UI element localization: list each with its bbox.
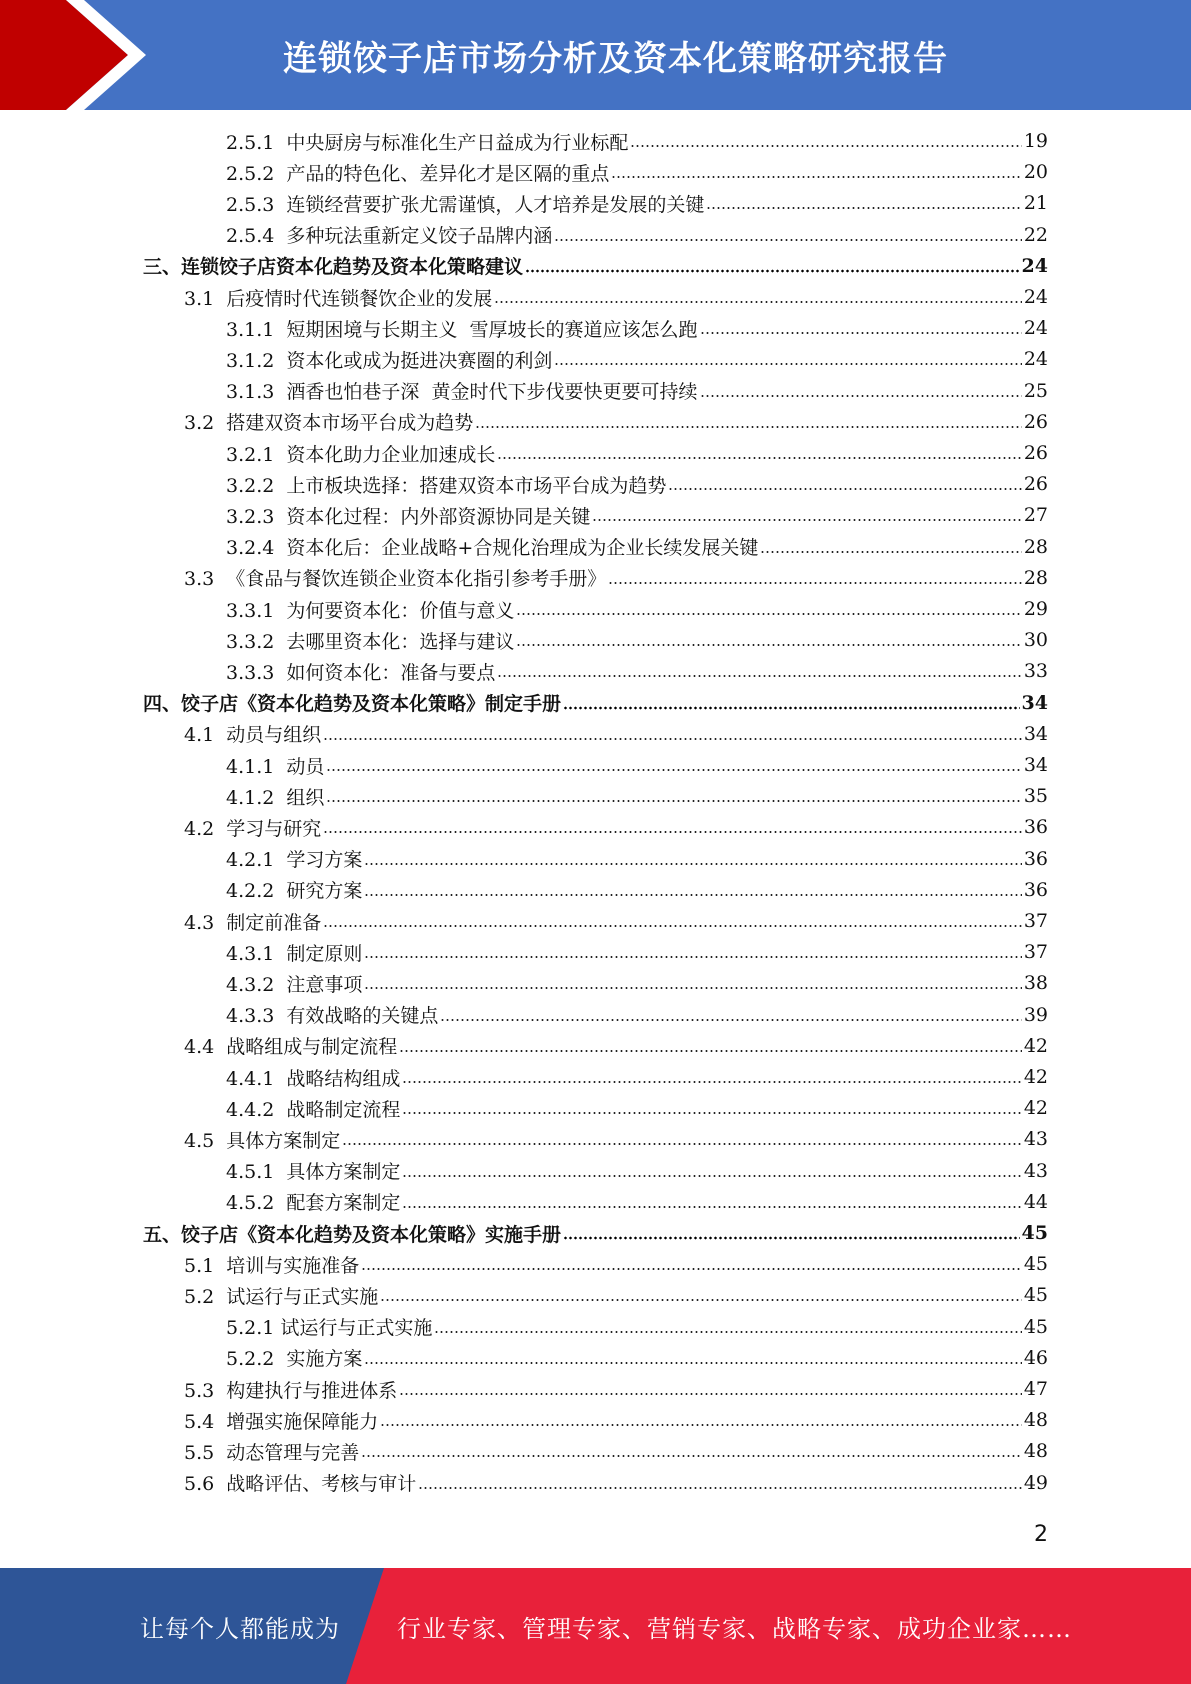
toc-entry-title: 2.5.1 中央厨房与标准化生产日益成为行业标配	[226, 131, 629, 154]
toc-dot-leader	[364, 955, 1021, 959]
toc-entry[interactable]	[143, 1219, 1048, 1247]
toc-entry[interactable]	[184, 1375, 1048, 1403]
toc-entry-title: 4.3.1 制定原则	[226, 942, 363, 965]
toc-entry[interactable]	[143, 252, 1048, 280]
toc-entry[interactable]	[184, 283, 1048, 311]
toc-dot-leader	[440, 1018, 1021, 1022]
toc-entry-title: 5.4 增强实施保障能力	[184, 1410, 379, 1433]
toc-entry-page: 42	[1023, 1066, 1048, 1088]
toc-dot-leader	[611, 175, 1021, 179]
toc-dot-leader	[706, 206, 1021, 210]
toc-entry-page: 36	[1023, 878, 1048, 901]
toc-entry-title: 3.1.2 资本化或成为挺进决赛圈的利剑	[226, 349, 553, 372]
toc-entry-page: 29	[1023, 598, 1048, 620]
toc-entry[interactable]	[184, 408, 1048, 436]
toc-entry-title: 5.1 培训与实施准备	[184, 1254, 360, 1277]
toc-entry-page: 28	[1023, 535, 1048, 558]
toc-entry[interactable]	[184, 1437, 1048, 1465]
toc-entry[interactable]	[143, 689, 1048, 717]
toc-entry-page: 30	[1023, 629, 1048, 652]
toc-entry[interactable]	[184, 1469, 1048, 1497]
toc-entry-title: 4.4 战略组成与制定流程	[184, 1036, 398, 1059]
toc-entry[interactable]	[226, 470, 1048, 498]
toc-entry[interactable]	[226, 158, 1048, 186]
toc-dot-leader	[516, 612, 1021, 616]
toc-entry-title: 2.5.4 多种玩法重新定义饺子品牌内涵	[226, 225, 553, 248]
toc-entry-title: 4.4.2 战略制定流程	[226, 1098, 401, 1121]
toc-dot-leader	[402, 1174, 1021, 1178]
toc-entry-page: 33	[1023, 660, 1048, 683]
toc-dot-leader	[700, 394, 1022, 398]
toc-entry-page: 34	[1023, 754, 1048, 776]
footer-slogan-left: 让每个人都能成为	[140, 1614, 340, 1643]
toc-entry-page: 26	[1023, 442, 1048, 464]
toc-entry-title: 4.1.2 组织	[226, 786, 325, 809]
toc-entry-title: 3.2.1 资本化助力企业加速成长	[226, 443, 496, 466]
toc-entry-title: 3.2.3 资本化过程：内外部资源协同是关键	[226, 505, 591, 528]
toc-dot-leader	[342, 1142, 1022, 1146]
toc-dot-leader	[525, 269, 1020, 273]
toc-entry[interactable]	[184, 1281, 1048, 1309]
toc-entry[interactable]	[184, 907, 1048, 935]
toc-entry[interactable]	[184, 564, 1048, 592]
toc-entry-page: 34	[1021, 691, 1048, 714]
toc-entry[interactable]	[226, 657, 1048, 685]
toc-dot-leader	[554, 362, 1021, 366]
toc-entry-page: 19	[1023, 130, 1048, 152]
toc-dot-leader	[554, 238, 1021, 242]
toc-dot-leader	[326, 768, 1021, 772]
toc-entry-title: 3.2.4 资本化后：企业战略+合规化治理成为企业长续发展关键	[226, 537, 759, 560]
toc-entry-page: 36	[1023, 816, 1048, 839]
toc-dot-leader	[364, 986, 1021, 990]
toc-dot-leader	[380, 1423, 1022, 1427]
toc-entry-title: 4.5.2 配套方案制定	[226, 1192, 401, 1215]
toc-entry-title: 3.2.2 上市板块选择：搭建双资本市场平台成为趋势	[226, 474, 667, 497]
toc-entry-page: 42	[1023, 1097, 1048, 1120]
toc-entry-page: 21	[1023, 192, 1048, 215]
toc-dot-leader	[399, 1049, 1022, 1053]
toc-dot-leader	[402, 1205, 1021, 1209]
toc-entry[interactable]	[184, 1406, 1048, 1434]
toc-dot-leader	[323, 924, 1022, 928]
toc-entry[interactable]	[226, 1001, 1048, 1029]
toc-entry-page: 45	[1021, 1222, 1048, 1244]
toc-entry[interactable]	[226, 626, 1048, 654]
toc-dot-leader	[497, 674, 1021, 678]
toc-entry[interactable]	[226, 845, 1048, 873]
footer-slogan-right: 行业专家、管理专家、营销专家、战略专家、成功企业家……	[397, 1614, 1072, 1643]
page-header	[0, 0, 1191, 110]
toc-entry[interactable]	[226, 595, 1048, 623]
toc-entry[interactable]	[184, 720, 1048, 748]
toc-dot-leader	[402, 1111, 1021, 1115]
toc-entry[interactable]	[226, 969, 1048, 997]
toc-dot-leader	[399, 1392, 1022, 1396]
toc-entry-title: 4.3.3 有效战略的关键点	[226, 1005, 439, 1028]
toc-entry-page: 39	[1023, 1003, 1048, 1026]
toc-entry-title: 2.5.3 连锁经营要扩张尤需谨慎，人才培养是发展的关键	[226, 193, 705, 216]
toc-dot-leader	[563, 706, 1020, 710]
toc-entry[interactable]	[226, 314, 1048, 342]
toc-dot-leader	[361, 1454, 1022, 1458]
toc-entry[interactable]	[226, 127, 1048, 155]
toc-entry-title: 3.3.2 去哪里资本化：选择与建议	[226, 630, 515, 653]
toc-dot-leader	[760, 550, 1021, 554]
toc-entry[interactable]	[184, 1032, 1048, 1060]
toc-entry[interactable]	[226, 1313, 1048, 1341]
toc-dot-leader	[364, 893, 1021, 897]
toc-entry[interactable]	[226, 439, 1048, 467]
toc-dot-leader	[323, 830, 1022, 834]
toc-dot-leader	[326, 799, 1021, 803]
toc-entry-page: 24	[1023, 286, 1048, 308]
toc-entry-title: 4.5 具体方案制定	[184, 1129, 341, 1152]
toc-entry-title: 4.3.2 注意事项	[226, 973, 363, 996]
toc-entry-page: 24	[1023, 317, 1048, 340]
toc-entry[interactable]	[226, 345, 1048, 373]
toc-entry-page: 22	[1023, 223, 1048, 246]
toc-entry-title: 3.1 后疫情时代连锁餐饮企业的发展	[184, 287, 493, 310]
toc-entry-page: 48	[1023, 1440, 1048, 1463]
toc-entry-page: 20	[1023, 161, 1048, 184]
toc-entry[interactable]	[226, 501, 1048, 529]
toc-entry[interactable]	[184, 1250, 1048, 1278]
report-title: 连锁饺子店市场分析及资本化策略研究报告	[283, 38, 948, 79]
toc-entry[interactable]	[226, 189, 1048, 217]
toc-entry-title: 3.1.3 酒香也怕巷子深 黄金时代下步伐要快更要可持续	[226, 381, 698, 404]
toc-dot-leader	[361, 1267, 1022, 1271]
toc-entry-title: 4.5.1 具体方案制定	[226, 1161, 401, 1184]
toc-entry-page: 24	[1021, 254, 1048, 277]
toc-dot-leader	[323, 737, 1022, 741]
toc-entry-title: 4.1 动员与组织	[184, 724, 322, 747]
toc-entry[interactable]	[226, 1063, 1048, 1091]
toc-entry-title: 3.2 搭建双资本市场平台成为趋势	[184, 412, 474, 435]
toc-dot-leader	[380, 1298, 1022, 1302]
toc-entry[interactable]	[226, 938, 1048, 966]
toc-entry[interactable]	[184, 1125, 1048, 1153]
toc-entry-title: 4.3 制定前准备	[184, 911, 322, 934]
toc-dot-leader	[418, 1486, 1022, 1490]
toc-dot-leader	[700, 331, 1022, 335]
toc-entry-title: 4.4.1 战略结构组成	[226, 1067, 401, 1090]
toc-entry-page: 38	[1023, 972, 1048, 995]
toc-entry-page: 26	[1023, 410, 1048, 433]
toc-dot-leader	[475, 425, 1022, 429]
toc-entry-page: 49	[1023, 1471, 1048, 1494]
header-chevron-accent	[0, 0, 170, 110]
toc-entry[interactable]	[226, 533, 1048, 561]
toc-dot-leader	[608, 581, 1022, 585]
toc-entry-title: 5.5 动态管理与完善	[184, 1441, 360, 1464]
toc-entry-title: 五、饺子店《资本化趋势及资本化策略》实施手册	[143, 1223, 562, 1246]
toc-entry-title: 三、连锁饺子店资本化趋势及资本化策略建议	[143, 256, 524, 279]
toc-entry-page: 24	[1023, 348, 1048, 371]
toc-entry-page: 37	[1023, 910, 1048, 932]
toc-entry-page: 26	[1023, 473, 1048, 496]
toc-entry-title: 5.6 战略评估、考核与审计	[184, 1473, 417, 1496]
toc-entry[interactable]	[226, 1188, 1048, 1216]
toc-entry[interactable]	[226, 1344, 1048, 1372]
toc-entry-page: 28	[1023, 566, 1048, 589]
toc-entry-title: 四、饺子店《资本化趋势及资本化策略》制定手册	[143, 693, 562, 716]
toc-entry[interactable]	[226, 751, 1048, 779]
toc-entry-page: 46	[1023, 1346, 1048, 1369]
page-footer	[0, 1568, 1191, 1684]
toc-entry-page: 48	[1023, 1409, 1048, 1432]
toc-entry-title: 3.3.1 为何要资本化：价值与意义	[226, 599, 515, 622]
toc-entry-page: 25	[1023, 379, 1048, 402]
toc-dot-leader	[516, 643, 1021, 647]
toc-entry-page: 45	[1023, 1253, 1048, 1276]
toc-dot-leader	[592, 518, 1021, 522]
toc-entry-page: 34	[1023, 722, 1048, 745]
toc-entry[interactable]	[226, 876, 1048, 904]
toc-dot-leader	[494, 300, 1022, 304]
toc-entry[interactable]	[226, 221, 1048, 249]
toc-dot-leader	[364, 1361, 1021, 1365]
toc-entry-title: 4.2 学习与研究	[184, 817, 322, 840]
toc-entry-title: 4.2.2 研究方案	[226, 880, 363, 903]
toc-entry-page: 45	[1023, 1315, 1048, 1338]
toc-entry-title: 3.3.3 如何资本化：准备与要点	[226, 661, 496, 684]
toc-dot-leader	[402, 1080, 1021, 1084]
toc-entry-page: 42	[1023, 1034, 1048, 1057]
toc-dot-leader	[668, 487, 1021, 491]
toc-entry-title: 4.1.1 动员	[226, 755, 325, 778]
toc-entry-title: 2.5.2 产品的特色化、差异化才是区隔的重点	[226, 162, 610, 185]
toc-entry[interactable]	[184, 813, 1048, 841]
page-number: 2	[1034, 1522, 1048, 1547]
toc-dot-leader	[563, 1236, 1020, 1240]
toc-entry-title: 3.3 《食品与餐饮连锁企业资本化指引参考手册》	[184, 568, 607, 591]
toc-dot-leader	[434, 1330, 1021, 1334]
toc-entry-page: 27	[1023, 504, 1048, 527]
toc-entry-title: 3.1.1 短期困境与长期主义 雪厚坡长的赛道应该怎么跑	[226, 318, 698, 341]
toc-entry-title: 5.2.1 试运行与正式实施	[226, 1317, 433, 1340]
toc-entry[interactable]	[226, 782, 1048, 810]
toc-entry-title: 4.2.1 学习方案	[226, 849, 363, 872]
toc-entry-page: 37	[1023, 941, 1048, 964]
toc-entry[interactable]	[226, 1157, 1048, 1185]
toc-dot-leader	[497, 456, 1021, 460]
toc-entry-page: 36	[1023, 847, 1048, 870]
toc-entry-title: 5.3 构建执行与推进体系	[184, 1379, 398, 1402]
toc-entry-page: 44	[1023, 1190, 1048, 1213]
toc-entry-page: 35	[1023, 785, 1048, 808]
toc-dot-leader	[364, 862, 1021, 866]
toc-entry-page: 45	[1023, 1284, 1048, 1307]
toc-entry-title: 5.2 试运行与正式实施	[184, 1285, 379, 1308]
toc-dot-leader	[630, 144, 1021, 148]
toc-entry-page: 43	[1023, 1159, 1048, 1182]
toc-entry-page: 47	[1023, 1378, 1048, 1400]
toc-entry-page: 43	[1023, 1128, 1048, 1151]
toc-entry[interactable]	[226, 377, 1048, 405]
toc-entry-title: 5.2.2 实施方案	[226, 1348, 363, 1371]
toc-entry[interactable]	[226, 1094, 1048, 1122]
